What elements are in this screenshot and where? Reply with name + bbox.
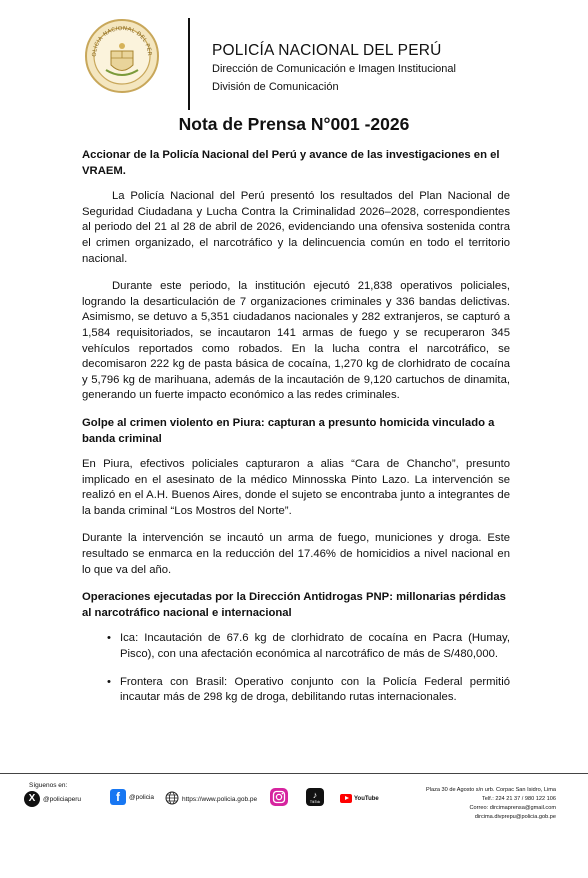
list-item-text: Ica: Incautación de 67.6 kg de clorhidrato de cocaína en Pacra (Humay, Pisco), con una afectación económica al narcotráfico de más de S/480,000.: [120, 632, 510, 661]
paragraph-plan-nacional: La Policía Nacional del Perú presentó los resultados del Plan Nacional de Seguridad Ciudadana y Lucha Contra la Criminalidad 2026–2028, correspondientes al periodo del 21 al 28 de abril de 2026, evidenciando una ofensiva sostenida contra el crimen organizado, el narcotráfico y la delincuencia común en todo el territorio nacional.: [82, 190, 510, 265]
antidrogas-list: [82, 631, 510, 705]
paragraph-operativos: Durante este periodo, la institución ejecutó 21,838 operativos policiales, logrando la desarticulación de 7 organizaciones criminales y 336 bandas delictivas. Asimismo, se detuvo a 5,351 ciudadanos nacionales y 282 extranjeros, se capturó a 1,584 requisitoriados, se incautaron 141 armas de fuego y se recuperaron 345 vehículos reportados como robados. En la lucha contra el narcotráfico, se decomisaron 222 kg de pasta básica de cocaína, 1,270 kg de clorhidrato de cocaína y 5,796 kg de marihuana, además de la incautación de 9,120 cartuchos de dinamita, generando un fuerte impacto económico a las redes criminales.: [82, 280, 510, 402]
x-handle: @policiaperu: [43, 795, 82, 803]
press-release-body: [82, 148, 510, 718]
website-url: https://www.policia.gob.pe: [182, 795, 258, 803]
website-link[interactable]: [165, 791, 257, 807]
address-text: Plaza 30 de Agosto s/n urb. Corpac San Isidro, Lima: [426, 787, 556, 793]
bullet-marker: •: [107, 632, 111, 645]
bullet-marker: •: [107, 675, 111, 688]
pnp-seal-logo: [84, 18, 160, 94]
section-heading-piura: Golpe al crimen violento en Piura: capturan a presunto homicida vinculado a banda criminal: [82, 416, 495, 445]
email-press: Correo: dircimaprensa@gmail.com: [469, 805, 556, 811]
tiktok-social-link[interactable]: [306, 788, 324, 806]
list-item-text: Frontera con Brasil: Operativo conjunto con la Policía Federal permitió incautar más de 298 kg de droga, debilitando rutas internacionales.: [120, 675, 510, 704]
institution-name: POLICÍA NACIONAL DEL PERÚ: [212, 42, 442, 59]
list-item: [107, 631, 510, 662]
seal-text: OLICIA NACIONAL DEL PER: [91, 25, 153, 57]
section-heading-vraem: Accionar de la Policía Nacional del Perú y avance de las investigaciones en el VRAEM.: [82, 149, 500, 177]
x-icon: X: [24, 791, 40, 807]
paragraph-piura-captura: En Piura, efectivos policiales capturaron a alias “Cara de Chancho”, presunto implicado en el asesinato de la médico Minnosska Pinto Lazo. La intervención se realizó en el A.H. Buenos Aires, donde el sujeto se encontraba junto a integrantes de la banda criminal “Los Mostros del Norte”.: [82, 458, 510, 517]
follow-us-label: Síguenos en:: [29, 782, 68, 789]
directorate-name: Dirección de Comunicación e Imagen Institucional: [212, 63, 456, 75]
youtube-icon: [340, 794, 352, 803]
tiktok-label: TikTok: [309, 799, 321, 804]
x-social-link[interactable]: [24, 791, 81, 807]
phone-text: Telf.: 224 21 37 / 980 122 106: [481, 796, 556, 802]
tiktok-icon: ♪ TikTok: [306, 788, 324, 806]
facebook-handle: @policia: [129, 793, 155, 801]
contact-info: [366, 786, 556, 822]
youtube-label: YouTube: [354, 795, 379, 802]
instagram-icon: [270, 788, 288, 806]
instagram-social-link[interactable]: [270, 788, 288, 806]
press-release-title: Nota de Prensa N°001 -2026: [178, 114, 410, 134]
globe-icon: [165, 791, 179, 807]
facebook-icon: f: [110, 789, 126, 805]
header-divider: [188, 18, 190, 110]
paragraph-piura-incautacion: Durante la intervención se incautó un arma de fuego, municiones y droga. Este resultado se enmarca en la reducción del 17.46% de homicidios a nivel nacional en lo que va del año.: [82, 532, 510, 576]
email-division: dircima.divprepu@policia.gob.pe: [474, 814, 556, 820]
division-name: División de Comunicación: [212, 81, 339, 93]
footer-divider: [0, 773, 588, 774]
section-heading-antidrogas: Operaciones ejecutadas por la Dirección Antidrogas PNP: millonarias pérdidas al narcotráfico nacional e internacional: [82, 591, 506, 619]
facebook-social-link[interactable]: [110, 789, 154, 805]
list-item: [107, 675, 510, 706]
